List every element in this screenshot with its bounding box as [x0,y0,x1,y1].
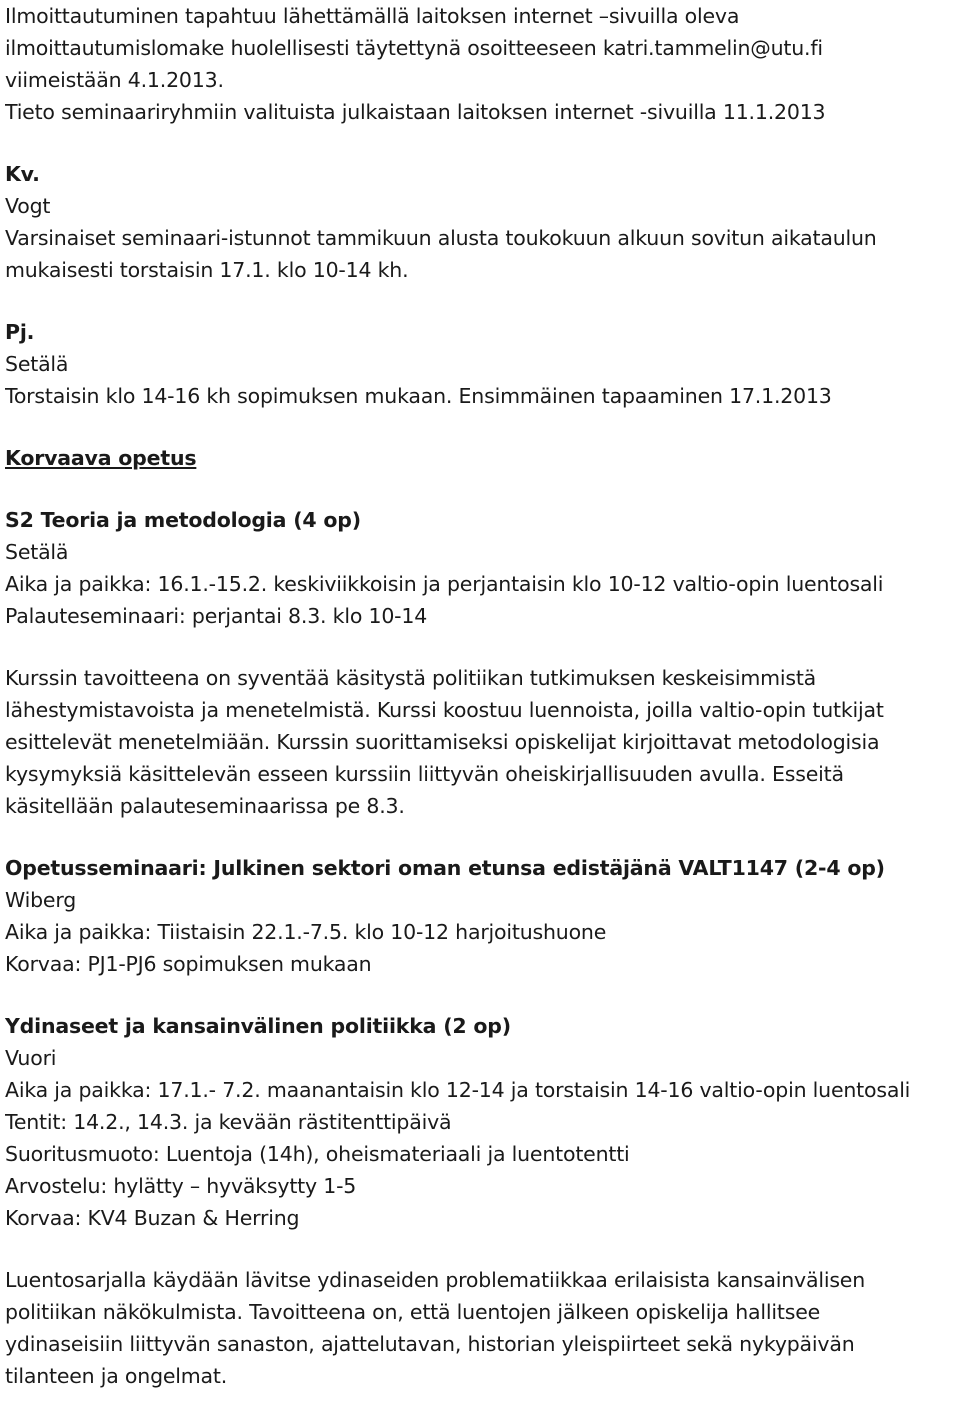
course-title-s2: S2 Teoria ja metodologia (4 op) [5,508,361,532]
body-line: Aika ja paikka: 16.1.-15.2. keskiviikkoisin ja perjantaisin klo 10-12 valtio-opin luentosali [5,572,884,596]
body-line: Aika ja paikka: 17.1.- 7.2. maanantaisin klo 12-14 ja torstaisin 14-16 valtio-opin luentosali [5,1078,911,1102]
teacher-name: Vogt [5,194,51,218]
spacer [5,632,960,662]
description-line: tilanteen ja ongelmat. [5,1364,228,1388]
description-line: ydinaseisiin liittyvän sanaston, ajattelutavan, historian yleispiirteet sekä nykypäivän [5,1332,855,1356]
section-heading-korvaava-opetus: Korvaava opetus [5,446,197,470]
course-title-ydinaseet: Ydinaseet ja kansainvälinen politiikka (2 op) [5,1014,511,1038]
section-heading-pj: Pj. [5,320,35,344]
spacer [5,980,960,1010]
intro-line: Ilmoittautuminen tapahtuu lähettämällä laitoksen internet –sivuilla oleva [5,4,740,28]
description-line: käsitellään palauteseminaarissa pe 8.3. [5,794,405,818]
body-line: Arvostelu: hylätty – hyväksytty 1-5 [5,1174,357,1198]
body-line: mukaisesti torstaisin 17.1. klo 10-14 kh. [5,258,409,282]
body-line: Korvaa: PJ1-PJ6 sopimuksen mukaan [5,952,372,976]
body-line: Palauteseminaari: perjantai 8.3. klo 10-14 [5,604,428,628]
description-line: kysymyksiä käsittelevän esseen kurssiin liittyvän oheiskirjallisuuden avulla. Esseitä [5,762,844,786]
course-title-opetusseminaari: Opetusseminaari: Julkinen sektori oman etunsa edistäjänä VALT1147 (2-4 op) [5,856,885,880]
intro-line: viimeistään 4.1.2013. [5,68,224,92]
description-line: esittelevät menetelmiään. Kurssin suorittamiseksi opiskelijat kirjoittavat metodologisia [5,730,880,754]
teacher-name: Setälä [5,540,69,564]
opetusseminaari-section [5,852,960,980]
spacer [5,822,960,852]
ydinaseet-section [5,1010,960,1392]
pj-section [5,316,960,412]
kv-section [5,158,960,286]
intro-section [5,0,960,128]
body-line: Tentit: 14.2., 14.3. ja kevään rästitenttipäivä [5,1110,452,1134]
intro-line: Tieto seminaariryhmiin valituista julkaistaan laitoksen internet -sivuilla 11.1.2013 [5,100,826,124]
spacer [5,286,960,316]
spacer [5,1234,960,1264]
description-line: politiikan näkökulmista. Tavoitteena on, että luentojen jälkeen opiskelija hallitsee [5,1300,821,1324]
description-line: Kurssin tavoitteena on syventää käsitystä politiikan tutkimuksen keskeisimmistä [5,666,817,690]
spacer [5,128,960,158]
body-line: Torstaisin klo 14-16 kh sopimuksen mukaan. Ensimmäinen tapaaminen 17.1.2013 [5,384,832,408]
section-heading-kv: Kv. [5,162,40,186]
s2-section [5,504,960,822]
description-line: Luentosarjalla käydään lävitse ydinaseiden problematiikkaa erilaisista kansainvälisen [5,1268,866,1292]
body-line: Suoritusmuoto: Luentoja (14h), oheismateriaali ja luentotentti [5,1142,630,1166]
body-line: Korvaa: KV4 Buzan & Herring [5,1206,300,1230]
teacher-name: Wiberg [5,888,77,912]
body-line: Aika ja paikka: Tiistaisin 22.1.-7.5. klo 10-12 harjoitushuone [5,920,607,944]
teacher-name: Vuori [5,1046,57,1070]
description-line: lähestymistavoista ja menetelmistä. Kurssi koostuu luennoista, joilla valtio-opin tutkijat [5,698,884,722]
spacer [5,412,960,442]
body-line: Varsinaiset seminaari-istunnot tammikuun alusta toukokuun alkuun sovitun aikataulun [5,226,877,250]
teacher-name: Setälä [5,352,69,376]
spacer [5,474,960,504]
intro-line: ilmoittautumislomake huolellisesti täytettynä osoitteeseen katri.tammelin@utu.fi [5,36,823,60]
